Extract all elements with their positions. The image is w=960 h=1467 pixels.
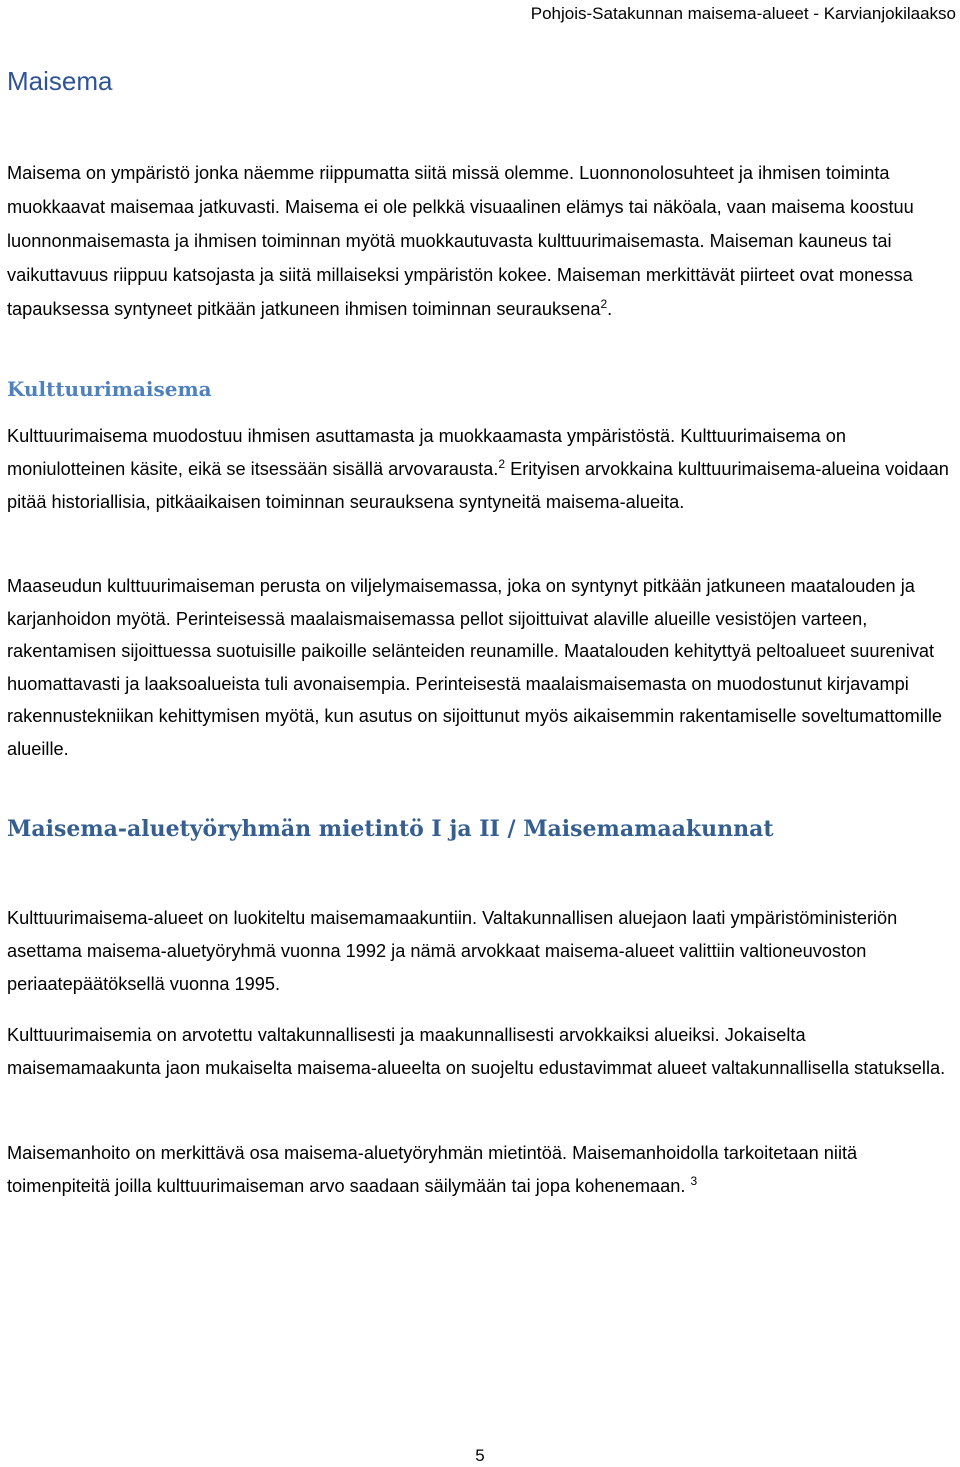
footnote-ref: 2 [600,297,608,311]
paragraph-end: . [607,299,613,319]
section-title-kulttuurimaisema: Kulttuurimaisema [7,377,212,401]
section-title-mietinto: Maisema-aluetyöryhmän mietintö I ja II / Maisemamaakunnat [7,816,774,842]
paragraph-text-b: Erityisen arvokkaina kulttuurimaisema-alueina voidaan pitää historiallisia, pitkäaikaisen toiminnan seurauksena syntyneitä maisema-alueita. [7,459,949,512]
paragraph-maaseudun-kulttuurimaisema: Maaseudun kulttuurimaiseman perusta on viljelymaisemassa, joka on syntynyt pitkään jatkuneen maatalouden ja karjanhoidon myötä. Perinteisessä maalaismaisemassa pellot sijoittuivat alaville alueille vesistöjen varteen, rakentamisen sijoittuessa suotuisille paikoille selänteiden reunamille. Maatalouden kehityttyä peltoalueet suurenivat huomattavasti ja laaksoalueista tuli avonaisempia. Perinteisestä maalaismaisemasta on muodostunut kirjavampi rakennustekniikan kehittymisen myötä, kun asutus on sijoittunut myös aikaisemmin rakentamiselle soveltumattomille alueille. [7,576,943,759]
paragraph-maisemamaakunnat: Kulttuurimaisema-alueet on luokiteltu maisemamaakuntiin. Valtakunnallisen aluejaon laati ympäristöministeriön asettama maisema-aluetyöryhmä vuonna 1992 ja nämä arvokkaat maisema-alueet valittiin valtioneuvoston periaatepäätöksellä vuonna 1995. [7,908,898,994]
page-number: 5 [475,1446,485,1465]
footnote-ref: 3 [690,1174,698,1188]
footnote-ref: 2 [498,457,506,471]
paragraph-maisemanhoito [7,1137,955,1203]
paragraph-text-a: Kulttuurimaisema muodostuu ihmisen asuttamasta ja muokkaamasta ympäristöstä. Kulttuurimaisema on moniulotteinen käsite, eikä se itsessään sisällä arvovarausta. [7,426,847,479]
running-header: Pohjois-Satakunnan maisema-alueet - Karvianjokilaakso [530,4,956,23]
paragraph-arvotus: Kulttuurimaisemia on arvotettu valtakunnallisesti ja maakunnallisesti arvokkaiksi alueiksi. Jokaiselta maisemamaakunta jaon mukaiselta maisema-alueelta on suojeltu edustavimmat alueet valtakunnallisella statuksella. [7,1025,946,1078]
paragraph-kulttuurimaisema-definition [7,420,955,519]
paragraph-text: Maisemanhoito on merkittävä osa maisema-aluetyöryhmän mietintöä. Maisemanhoidolla tarkoitetaan niitä toimenpiteitä joilla kulttuurimaiseman arvo saadaan säilymään tai jopa kohenemaan. [7,1143,858,1196]
section-title-maisema: Maisema [7,66,113,96]
paragraph-text: Maisema on ympäristö jonka näemme riippumatta siitä missä olemme. Luonnonolosuhteet ja ihmisen toiminta muokkaavat maisemaa jatkuvasti. Maisema ei ole pelkkä visuaalinen elämys tai näköala, vaan maisema koostuu luonnonmaisemasta ja ihmisen toiminnan myötä muokkautuvasta kulttuurimaisemasta. Maiseman kauneus tai vaikuttavuus riippuu katsojasta ja siitä millaiseksi ympäristön kokee. Maiseman merkittävät piirteet ovat monessa tapauksessa syntyneet pitkään jatkuneen ihmisen toiminnan seurauksena [7,163,914,319]
paragraph-maisema-intro [7,156,955,326]
